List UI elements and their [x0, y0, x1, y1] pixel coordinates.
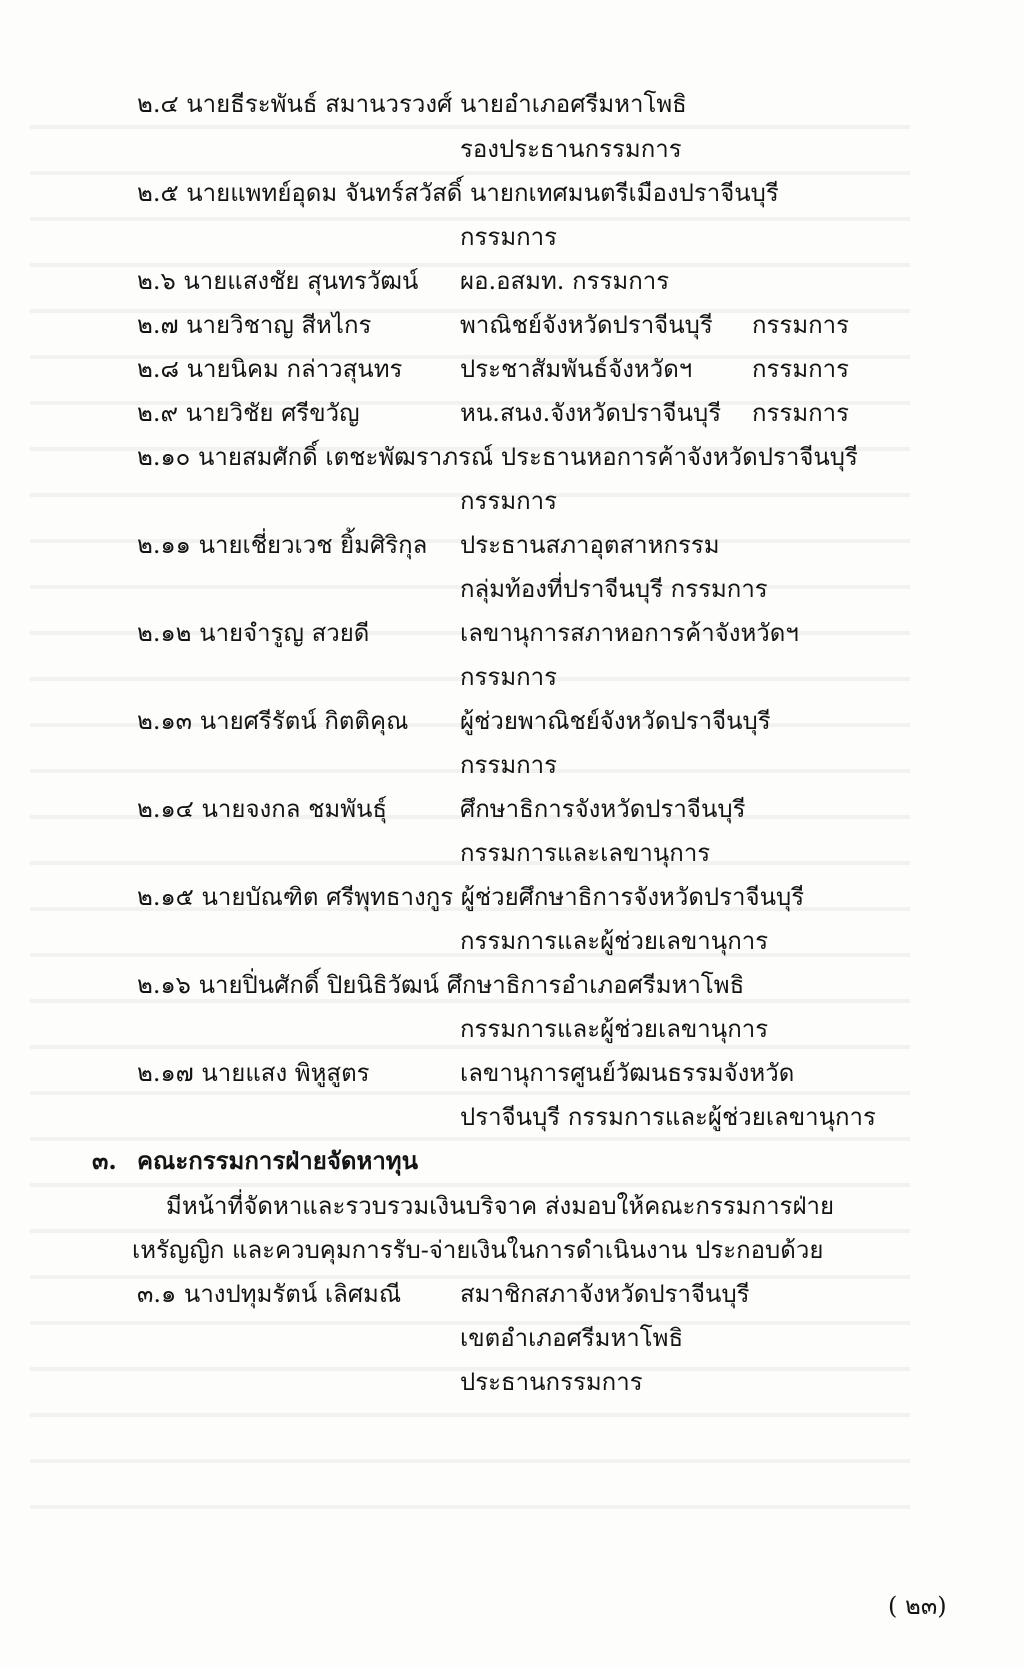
entry-continuation: กลุ่มท้องที่ปราจีนบุรี กรรมการ: [460, 575, 768, 603]
entry-position: นายกเทศมนตรีเมืองปราจีนบุรี: [470, 179, 779, 207]
entry-2-17: [137, 1057, 370, 1089]
entry-number: ๒.๕: [137, 179, 179, 207]
entry-name: นายแสง พิหูสูตร: [201, 1059, 370, 1087]
entry-continuation: กรรมการ: [460, 751, 558, 779]
entry-name: นายวิชัย ศรีขวัญ: [185, 399, 360, 427]
entry-2-8: [137, 353, 402, 385]
entry-continuation: เขตอำเภอศรีมหาโพธิ: [460, 1324, 684, 1352]
entry-2-14: [137, 793, 387, 825]
entry-continuation: กรรมการ: [460, 223, 558, 251]
entry-name: นายจงกล ชมพันธุ์: [201, 795, 388, 823]
entry-position: ศึกษาธิการจังหวัดปราจีนบุรี: [460, 795, 746, 823]
section-description-line: มีหน้าที่จัดหาและรวบรวมเงินบริจาค ส่งมอบให้คณะกรรมการฝ่าย: [166, 1192, 835, 1220]
entry-2-9: [137, 397, 360, 429]
entry-2-12: [137, 617, 369, 649]
entry-name: นายปิ่นศักดิ์ ปิยนิธิวัฒน์: [198, 971, 440, 999]
entry-position: หน.สนง.จังหวัดปราจีนบุรี: [460, 399, 722, 427]
entry-number: ๒.๔: [137, 90, 179, 118]
entry-name: นายสมศักดิ์ เตชะพัฒราภรณ์: [197, 443, 494, 471]
entry-position: ประธานสภาอุตสาหกรรม: [460, 531, 720, 559]
entry-continuation: กรรมการและผู้ช่วยเลขานุการ: [460, 927, 769, 955]
entry-role: กรรมการ: [752, 355, 850, 383]
entry-number: ๒.๑๐: [137, 443, 191, 471]
entry-position: พาณิชย์จังหวัดปราจีนบุรี: [460, 311, 713, 339]
entry-number: ๒.๘: [137, 355, 179, 383]
entry-continuation: กรรมการและเลขานุการ: [460, 839, 711, 867]
entry-2-4: [137, 88, 687, 120]
entry-position: ประชาสัมพันธ์จังหวัดฯ: [460, 355, 693, 383]
entry-position: สมาชิกสภาจังหวัดปราจีนบุรี: [460, 1280, 750, 1308]
entry-name: นายนิคม กล่าวสุนทร: [186, 355, 403, 383]
entry-number: ๒.๑๑: [137, 531, 191, 559]
entry-number: ๒.๑๗: [137, 1059, 194, 1087]
entry-2-16: [137, 969, 744, 1001]
section-number: ๓.: [92, 1146, 117, 1175]
page-number: ( ๒๓): [888, 1592, 947, 1620]
entry-2-15: [137, 881, 804, 913]
entry-number: ๒.๑๖: [137, 971, 191, 999]
entry-name: นางปทุมรัตน์ เลิศมณี: [183, 1280, 402, 1308]
entry-name: นายจำรูญ สวยดี: [199, 619, 370, 647]
entry-position: ศึกษาธิการอำเภอศรีมหาโพธิ: [446, 971, 745, 999]
entry-number: ๒.๙: [137, 399, 179, 427]
entry-continuation: ประธานกรรมการ: [460, 1368, 643, 1396]
entry-continuation: กรรมการ: [460, 663, 558, 691]
entry-number: ๒.๑๔: [137, 795, 194, 823]
entry-2-13: [137, 705, 408, 737]
entry-2-5: [137, 177, 779, 209]
entry-name: นายแสงชัย สุนทรวัฒน์: [183, 267, 419, 295]
entry-number: ๒.๑๓: [137, 707, 193, 735]
entry-name: นายศรีรัตน์ กิตติคุณ: [199, 707, 409, 735]
entry-position: เลขานุการศูนย์วัฒนธรรมจังหวัด: [460, 1059, 795, 1087]
entry-continuation: รองประธานกรรมการ: [460, 135, 682, 163]
entry-name: นายแพทย์อุดม จันทร์สวัสดิ์: [186, 179, 463, 207]
entry-number: ๓.๑: [137, 1280, 177, 1308]
entry-position: นายอำเภอศรีมหาโพธิ: [459, 90, 687, 118]
entry-2-7: [137, 309, 371, 341]
entry-number: ๒.๖: [137, 267, 176, 295]
entry-position: เลขานุการสภาหอการค้าจังหวัดฯ: [460, 619, 799, 647]
entry-number: ๒.๑๕: [137, 883, 194, 911]
entry-role: กรรมการ: [752, 399, 850, 427]
entry-position: ผู้ช่วยศึกษาธิการจังหวัดปราจีนบุรี: [460, 883, 805, 911]
entry-number: ๒.๑๒: [137, 619, 192, 647]
entry-position: ประธานหอการค้าจังหวัดปราจีนบุรี: [500, 443, 858, 471]
entry-number: ๒.๗: [137, 311, 179, 339]
entry-name: นายธีระพันธ์ สมานวรวงศ์: [186, 90, 453, 118]
entry-2-11: [137, 529, 427, 561]
entry-position: ผอ.อสมท. กรรมการ: [460, 267, 670, 295]
entry-position: ผู้ช่วยพาณิชย์จังหวัดปราจีนบุรี: [460, 707, 771, 735]
entry-name: นายวิชาญ สีหไกร: [186, 311, 372, 339]
section-description-line: เหรัญญิก และควบคุมการรับ-จ่ายเงินในการดำเนินงาน ประกอบด้วย: [132, 1236, 824, 1264]
entry-3-1: [137, 1278, 401, 1310]
section-heading: คณะกรรมการฝ่ายจัดหาทุน: [137, 1146, 419, 1175]
entry-continuation: กรรมการ: [460, 487, 558, 515]
entry-role: กรรมการ: [752, 311, 850, 339]
entry-name: นายบัณฑิต ศรีพุทธางกูร: [201, 883, 454, 911]
entry-2-6: [137, 265, 418, 297]
entry-2-10: [137, 441, 858, 473]
entry-name: นายเชี่ยวเวช ยิ้มศิริกุล: [198, 531, 428, 559]
entry-continuation: กรรมการและผู้ช่วยเลขานุการ: [460, 1015, 769, 1043]
entry-continuation: ปราจีนบุรี กรรมการและผู้ช่วยเลขานุการ: [460, 1103, 876, 1131]
